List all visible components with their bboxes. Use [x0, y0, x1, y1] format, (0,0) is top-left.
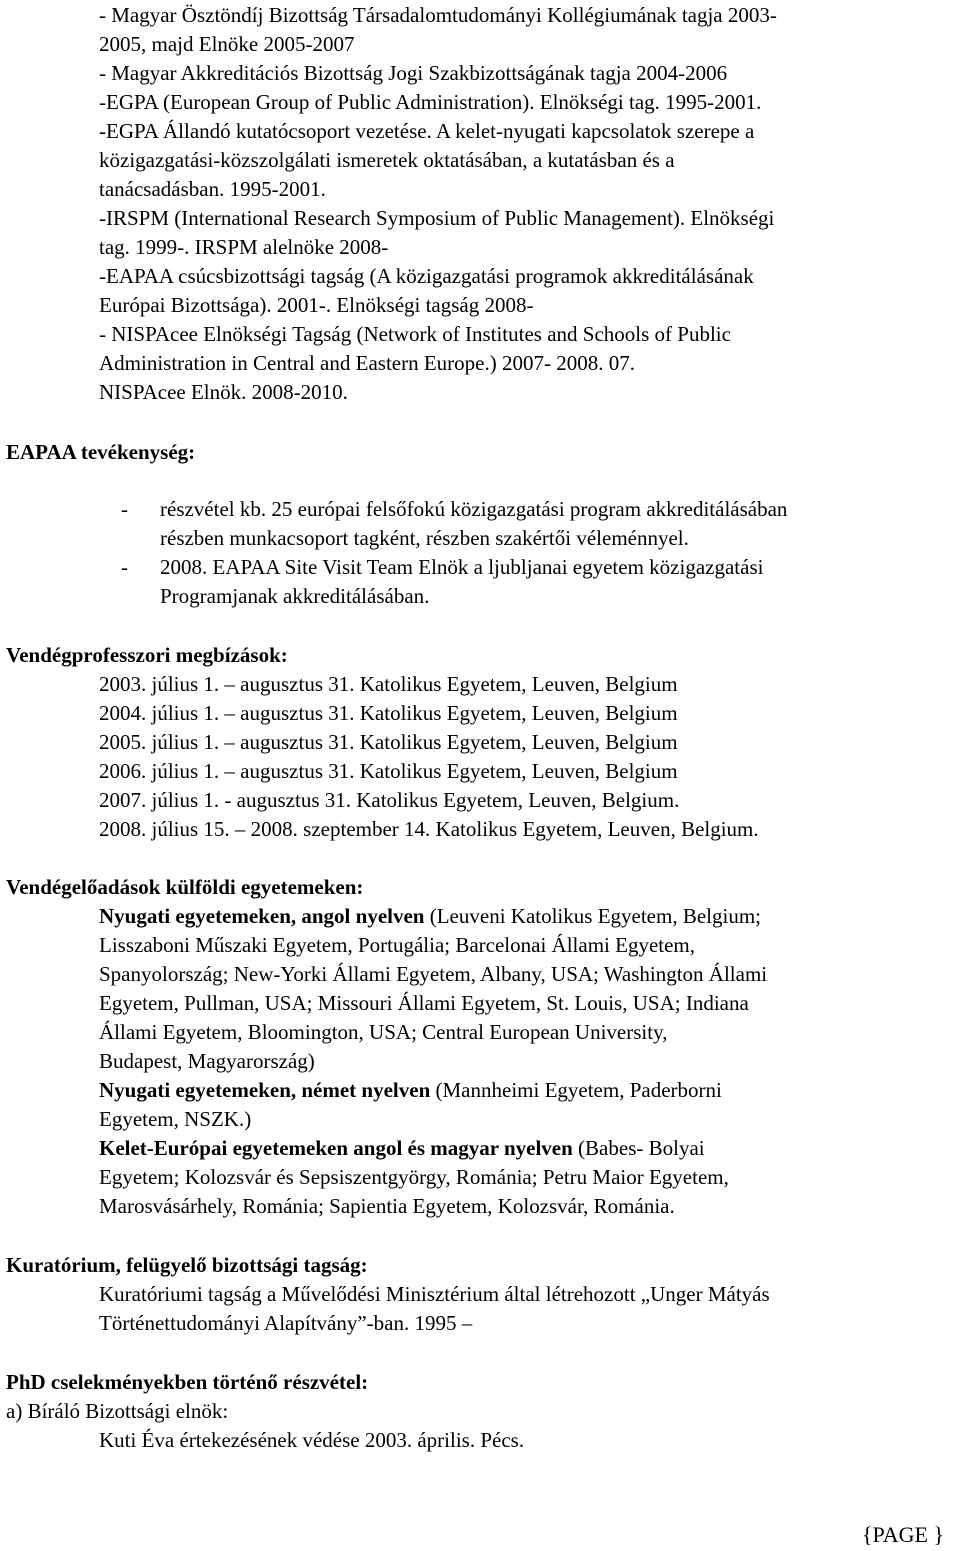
list-bullet: -: [121, 497, 128, 521]
lecture-group-text: (Leuveni Katolikus Egyetem, Belgium;: [424, 904, 761, 928]
lecture-line: Egyetem; Kolozsvár és Sepsiszentgyörgy, Románia; Petru Maior Egyetem,: [99, 1165, 729, 1189]
visiting-line: 2004. július 1. – augusztus 31. Katolikus Egyetem, Leuven, Belgium: [99, 701, 678, 725]
role-line: Administration in Central and Eastern Europe.) 2007- 2008. 07.: [99, 351, 635, 375]
lecture-group-text: (Babes- Bolyai: [572, 1136, 705, 1160]
role-line: -EAPAA csúcsbizottsági tagság (A közigazgatási programok akkreditálásának: [99, 264, 754, 288]
role-line: tag. 1999-. IRSPM alelnöke 2008-: [99, 235, 389, 259]
visiting-line: 2006. július 1. – augusztus 31. Katolikus Egyetem, Leuven, Belgium: [99, 759, 678, 783]
visiting-line: 2003. július 1. – augusztus 31. Katolikus Egyetem, Leuven, Belgium: [99, 672, 678, 696]
lecture-line: Egyetem, Pullman, USA; Missouri Állami Egyetem, St. Louis, USA; Indiana: [99, 991, 749, 1015]
lecture-group-first-line: [99, 1076, 722, 1105]
lectures-heading: Vendégelőadások külföldi egyetemeken:: [6, 875, 364, 899]
lecture-line: Egyetem, NSZK.): [99, 1107, 252, 1131]
role-line: -EGPA Állandó kutatócsoport vezetése. A kelet-nyugati kapcsolatok szerepe a: [99, 119, 755, 143]
lecture-group-label: Kelet-Európai egyetemeken angol és magyar nyelven: [99, 1136, 573, 1160]
board-line: Történettudományi Alapítvány”-ban. 1995 –: [99, 1311, 473, 1335]
page-field-code: {PAGE }: [862, 1522, 945, 1547]
lecture-line: Marosvásárhely, Románia; Sapientia Egyetem, Kolozsvár, Románia.: [99, 1194, 675, 1218]
role-line: NISPAcee Elnök. 2008-2010.: [99, 380, 348, 404]
lecture-group-label: Nyugati egyetemeken, angol nyelven: [99, 904, 425, 928]
lecture-line: Állami Egyetem, Bloomington, USA; Central European University,: [99, 1020, 668, 1044]
lecture-group-first-line: [99, 902, 761, 931]
role-line: 2005, majd Elnöke 2005-2007: [99, 32, 355, 56]
list-item: részben munkacsoport tagként, részben szakértői véleménnyel.: [160, 526, 689, 550]
lecture-line: Lisszaboni Műszaki Egyetem, Portugália; Barcelonai Állami Egyetem,: [99, 933, 696, 957]
visiting-line: 2007. július 1. - augusztus 31. Katolikus Egyetem, Leuven, Belgium.: [99, 788, 680, 812]
role-line: Európai Bizottsága). 2001-. Elnökségi tagság 2008-: [99, 293, 534, 317]
lecture-line: Spanyolország; New-Yorki Állami Egyetem, Albany, USA; Washington Állami: [99, 962, 768, 986]
lecture-group-text: (Mannheimi Egyetem, Paderborni: [430, 1078, 722, 1102]
lecture-line: Budapest, Magyarország): [99, 1049, 315, 1073]
board-line: Kuratóriumi tagság a Művelődési Minisztérium által létrehozott „Unger Mátyás: [99, 1282, 770, 1306]
lecture-group-first-line: [99, 1134, 705, 1163]
phd-subheading: a) Bíráló Bizottsági elnök:: [6, 1399, 229, 1423]
list-bullet: -: [121, 555, 128, 579]
role-line: -EGPA (European Group of Public Administration). Elnökségi tag. 1995-2001.: [99, 90, 762, 114]
role-line: közigazgatási-közszolgálati ismeretek oktatásában, a kutatásban és a: [99, 148, 675, 172]
visiting-heading: Vendégprofesszori megbízások:: [6, 643, 288, 667]
visiting-line: 2008. július 15. – 2008. szeptember 14. Katolikus Egyetem, Leuven, Belgium.: [99, 817, 759, 841]
phd-heading: PhD cselekményekben történő részvétel:: [6, 1370, 369, 1394]
role-line: tanácsadásban. 1995-2001.: [99, 177, 326, 201]
list-item: 2008. EAPAA Site Visit Team Elnök a ljubljanai egyetem közigazgatási: [160, 555, 764, 579]
board-heading: Kuratórium, felügyelő bizottsági tagság:: [6, 1253, 368, 1277]
role-line: - NISPAcee Elnökségi Tagság (Network of Institutes and Schools of Public: [99, 322, 731, 346]
role-line: - Magyar Akkreditációs Bizottság Jogi Szakbizottságának tagja 2004-2006: [99, 61, 728, 85]
list-item: Programjanak akkreditálásában.: [160, 584, 430, 608]
role-line: -IRSPM (International Research Symposium of Public Management). Elnökségi: [99, 206, 775, 230]
list-item: részvétel kb. 25 európai felsőfokú közigazgatási program akkreditálásában: [160, 497, 788, 521]
eapaa-heading: EAPAA tevékenység:: [6, 440, 196, 464]
lecture-group-label: Nyugati egyetemeken, német nyelven: [99, 1078, 431, 1102]
phd-line: Kuti Éva értekezésének védése 2003. április. Pécs.: [99, 1428, 525, 1452]
role-line: - Magyar Ösztöndíj Bizottság Társadalomtudományi Kollégiumának tagja 2003-: [99, 3, 777, 27]
visiting-line: 2005. július 1. – augusztus 31. Katolikus Egyetem, Leuven, Belgium: [99, 730, 678, 754]
